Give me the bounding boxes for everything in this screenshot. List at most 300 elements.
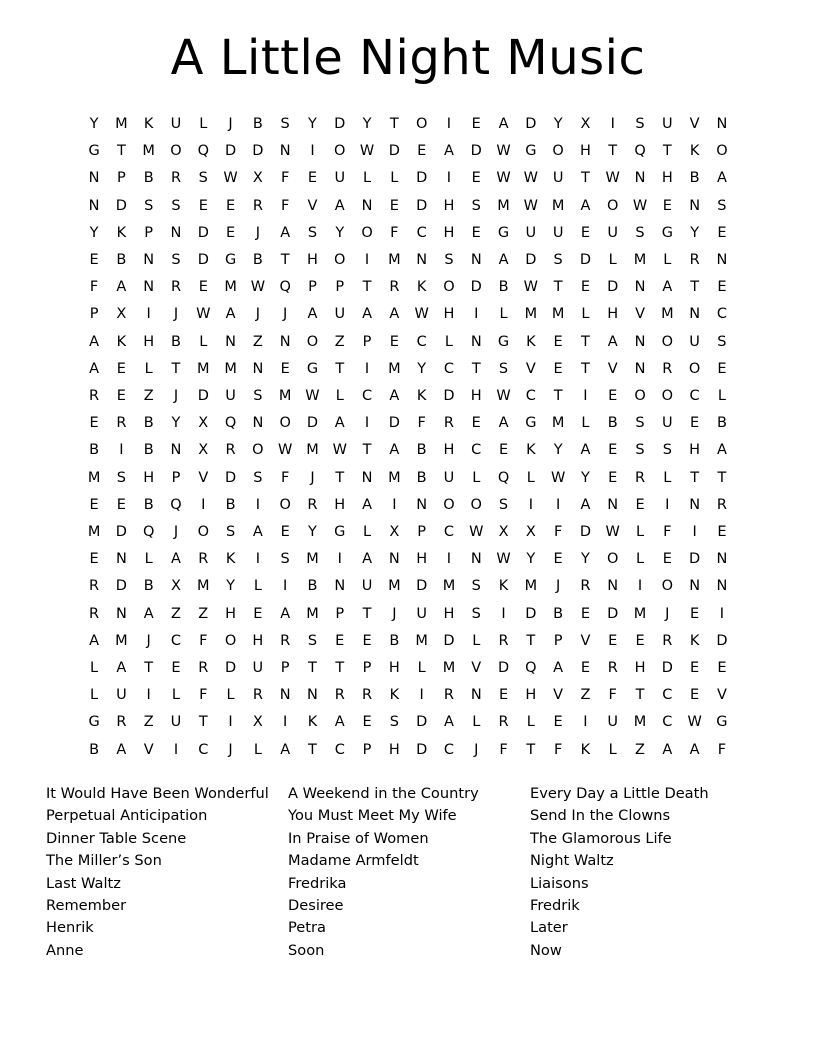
word-list-item[interactable]: The Glamorous Life xyxy=(530,829,672,847)
grid-cell[interactable]: H xyxy=(416,551,428,568)
word-list-item[interactable]: Night Waltz xyxy=(530,852,614,870)
grid-cell[interactable]: A xyxy=(580,442,591,459)
grid-cell[interactable]: I xyxy=(364,415,370,432)
grid-cell[interactable]: I xyxy=(146,687,151,704)
grid-cell[interactable]: P xyxy=(553,632,563,649)
grid-cell[interactable]: E xyxy=(389,333,399,350)
grid-cell[interactable]: D xyxy=(115,578,127,595)
grid-cell[interactable]: G xyxy=(88,143,100,160)
grid-cell[interactable]: P xyxy=(362,660,372,677)
grid-cell[interactable]: E xyxy=(553,551,563,568)
grid-cell[interactable]: A xyxy=(280,605,291,622)
grid-cell[interactable]: O xyxy=(170,143,182,160)
grid-cell[interactable]: L xyxy=(253,741,262,758)
grid-cell[interactable]: D xyxy=(497,660,510,677)
grid-cell[interactable]: U xyxy=(662,116,673,132)
grid-cell[interactable]: M xyxy=(442,660,456,677)
grid-cell[interactable]: U xyxy=(607,224,619,241)
grid-cell[interactable]: A xyxy=(607,333,618,350)
grid-cell[interactable]: R xyxy=(116,415,127,432)
grid-cell[interactable]: T xyxy=(280,252,290,269)
grid-cell[interactable]: I xyxy=(392,496,397,513)
grid-cell[interactable]: W xyxy=(632,197,648,214)
grid-cell[interactable]: O xyxy=(415,116,428,132)
grid-cell[interactable]: C xyxy=(170,632,182,649)
grid-cell[interactable]: N xyxy=(252,415,264,432)
word-list-item[interactable]: Soon xyxy=(288,941,325,959)
grid-cell[interactable]: I xyxy=(146,306,151,323)
grid-cell[interactable]: N xyxy=(716,551,728,568)
grid-cell[interactable]: H xyxy=(252,632,264,649)
grid-cell[interactable]: T xyxy=(389,116,399,132)
grid-cell[interactable]: I xyxy=(528,496,533,513)
grid-cell[interactable]: H xyxy=(661,170,673,187)
grid-cell[interactable]: A xyxy=(362,496,373,513)
grid-cell[interactable]: B xyxy=(307,578,318,595)
grid-cell[interactable]: X xyxy=(498,524,509,541)
grid-cell[interactable]: N xyxy=(225,333,236,350)
grid-cell[interactable]: M xyxy=(388,252,401,269)
grid-cell[interactable]: E xyxy=(116,360,126,377)
grid-cell[interactable]: D xyxy=(470,143,482,160)
grid-cell[interactable]: D xyxy=(579,524,592,541)
grid-cell[interactable]: M xyxy=(224,360,237,377)
grid-cell[interactable]: P xyxy=(89,306,99,323)
grid-cell[interactable]: K xyxy=(689,632,700,649)
grid-cell[interactable]: X xyxy=(116,306,127,323)
grid-cell[interactable]: A xyxy=(389,442,400,459)
grid-cell[interactable]: C xyxy=(198,741,209,758)
grid-cell[interactable]: L xyxy=(663,469,672,486)
grid-cell[interactable]: T xyxy=(608,143,618,160)
grid-cell[interactable]: A xyxy=(443,714,454,731)
grid-cell[interactable]: Y xyxy=(417,360,427,377)
grid-cell[interactable]: T xyxy=(308,741,317,758)
grid-cell[interactable]: I xyxy=(283,578,288,595)
grid-cell[interactable]: L xyxy=(226,687,235,704)
grid-cell[interactable]: K xyxy=(580,741,591,758)
grid-cell[interactable]: H xyxy=(143,469,155,486)
grid-cell[interactable]: A xyxy=(689,741,700,758)
grid-cell[interactable]: N xyxy=(634,279,646,296)
grid-cell[interactable]: T xyxy=(362,605,372,622)
grid-cell[interactable]: X xyxy=(525,524,536,541)
grid-cell[interactable]: G xyxy=(497,333,510,350)
grid-cell[interactable]: E xyxy=(580,279,591,296)
grid-cell[interactable]: D xyxy=(470,279,482,296)
grid-cell[interactable]: N xyxy=(361,469,373,486)
grid-cell[interactable]: H xyxy=(443,605,455,622)
grid-cell[interactable]: C xyxy=(662,714,673,731)
grid-cell[interactable]: E xyxy=(89,415,99,432)
grid-cell[interactable]: W xyxy=(605,524,620,541)
grid-cell[interactable]: D xyxy=(388,415,400,432)
grid-cell[interactable]: R xyxy=(334,687,345,704)
word-list-item[interactable]: Perpetual Anticipation xyxy=(46,807,208,825)
grid-cell[interactable]: H xyxy=(443,306,455,323)
grid-cell[interactable]: W xyxy=(496,551,511,568)
grid-cell[interactable]: U xyxy=(361,578,373,595)
grid-cell[interactable]: I xyxy=(119,442,124,459)
grid-cell[interactable]: R xyxy=(443,687,454,704)
grid-cell[interactable]: E xyxy=(580,660,591,677)
grid-cell[interactable]: V xyxy=(716,687,727,704)
grid-cell[interactable]: S xyxy=(717,197,727,214)
grid-cell[interactable]: O xyxy=(443,496,455,513)
grid-cell[interactable]: S xyxy=(280,551,290,568)
grid-cell[interactable]: K xyxy=(526,333,536,350)
grid-cell[interactable]: W xyxy=(496,170,511,187)
word-list-item[interactable]: The Miller’s Son xyxy=(46,852,162,870)
grid-cell[interactable]: D xyxy=(525,252,537,269)
grid-cell[interactable]: G xyxy=(525,143,537,160)
grid-cell[interactable]: P xyxy=(362,333,372,350)
grid-cell[interactable]: M xyxy=(224,279,237,296)
grid-cell[interactable]: S xyxy=(471,578,481,595)
grid-cell[interactable]: E xyxy=(608,632,618,649)
grid-cell[interactable]: N xyxy=(143,252,155,269)
grid-cell[interactable]: N xyxy=(416,252,428,269)
grid-cell[interactable]: Z xyxy=(635,741,645,758)
grid-cell[interactable]: I xyxy=(583,714,588,731)
grid-cell[interactable]: V xyxy=(471,660,482,677)
word-list-item[interactable]: Send In the Clowns xyxy=(530,807,671,825)
grid-cell[interactable]: N xyxy=(334,578,346,595)
grid-cell[interactable]: C xyxy=(525,388,536,405)
grid-cell[interactable]: R xyxy=(634,469,646,486)
grid-cell[interactable]: G xyxy=(716,714,728,731)
grid-cell[interactable]: G xyxy=(224,252,237,269)
grid-cell[interactable]: L xyxy=(417,660,426,677)
grid-cell[interactable]: M xyxy=(197,578,210,595)
grid-cell[interactable]: E xyxy=(690,687,700,704)
grid-cell[interactable]: Y xyxy=(526,551,536,568)
grid-cell[interactable]: V xyxy=(525,360,536,377)
grid-cell[interactable]: T xyxy=(690,469,700,486)
grid-cell[interactable]: E xyxy=(690,415,700,432)
grid-cell[interactable]: B xyxy=(498,279,509,296)
grid-cell[interactable]: N xyxy=(716,252,728,269)
grid-cell[interactable]: M xyxy=(278,388,292,405)
grid-cell[interactable]: T xyxy=(362,442,372,459)
grid-cell[interactable]: G xyxy=(661,224,673,241)
grid-cell[interactable]: R xyxy=(662,360,673,377)
grid-cell[interactable]: B xyxy=(116,252,127,269)
grid-cell[interactable]: L xyxy=(526,469,535,486)
grid-cell[interactable]: I xyxy=(446,170,452,187)
grid-cell[interactable]: T xyxy=(717,469,727,486)
grid-cell[interactable]: S xyxy=(662,442,672,459)
grid-cell[interactable]: A xyxy=(580,496,591,513)
grid-cell[interactable]: V xyxy=(689,116,700,132)
grid-cell[interactable]: Z xyxy=(580,687,591,704)
grid-cell[interactable]: D xyxy=(252,143,264,160)
grid-cell[interactable]: A xyxy=(553,660,564,677)
grid-cell[interactable]: U xyxy=(334,306,346,323)
grid-cell[interactable]: O xyxy=(607,197,619,214)
grid-cell[interactable]: V xyxy=(143,741,154,758)
grid-cell[interactable]: J xyxy=(228,741,233,758)
grid-cell[interactable]: M xyxy=(306,442,319,459)
grid-cell[interactable]: F xyxy=(553,524,563,541)
grid-cell[interactable]: L xyxy=(608,252,617,269)
grid-cell[interactable]: L xyxy=(253,578,262,595)
grid-cell[interactable]: A xyxy=(334,415,345,432)
grid-cell[interactable]: S xyxy=(498,496,509,513)
grid-cell[interactable]: F xyxy=(717,741,727,758)
grid-cell[interactable]: T xyxy=(662,143,672,160)
grid-cell[interactable]: U xyxy=(525,224,537,241)
grid-cell[interactable]: V xyxy=(607,360,618,377)
grid-cell[interactable]: Q xyxy=(279,279,291,296)
grid-cell[interactable]: N xyxy=(634,333,646,350)
grid-cell[interactable]: R xyxy=(389,279,400,296)
word-list-item[interactable]: Madame Armfeldt xyxy=(288,852,419,870)
grid-cell[interactable]: A xyxy=(252,524,263,541)
grid-cell[interactable]: H xyxy=(470,388,482,405)
grid-cell[interactable]: L xyxy=(363,524,372,541)
grid-cell[interactable]: O xyxy=(661,388,674,405)
grid-cell[interactable]: W xyxy=(469,524,484,541)
grid-cell[interactable]: O xyxy=(197,524,209,541)
grid-cell[interactable]: F xyxy=(280,197,290,214)
grid-cell[interactable]: A xyxy=(89,360,100,377)
grid-cell[interactable]: W xyxy=(332,442,347,459)
grid-cell[interactable]: Z xyxy=(252,333,263,350)
grid-cell[interactable]: R xyxy=(116,714,127,731)
grid-cell[interactable]: N xyxy=(470,252,482,269)
grid-cell[interactable]: E xyxy=(389,197,399,214)
grid-cell[interactable]: C xyxy=(716,306,727,323)
grid-cell[interactable]: X xyxy=(171,578,181,595)
grid-cell[interactable]: N xyxy=(416,496,428,513)
grid-cell[interactable]: Q xyxy=(634,143,646,160)
grid-cell[interactable]: B xyxy=(143,442,154,459)
grid-cell[interactable]: Y xyxy=(362,116,372,132)
grid-cell[interactable]: I xyxy=(692,524,697,541)
grid-cell[interactable]: E xyxy=(171,660,181,677)
grid-cell[interactable]: N xyxy=(716,116,728,132)
grid-cell[interactable]: D xyxy=(388,143,400,160)
grid-cell[interactable]: S xyxy=(253,469,263,486)
grid-cell[interactable]: O xyxy=(334,252,346,269)
grid-cell[interactable]: Q xyxy=(497,469,510,486)
grid-cell[interactable]: T xyxy=(526,632,536,649)
grid-cell[interactable]: N xyxy=(115,605,127,622)
grid-cell[interactable]: K xyxy=(498,578,509,595)
grid-cell[interactable]: C xyxy=(471,442,482,459)
grid-cell[interactable]: U xyxy=(416,605,427,622)
grid-cell[interactable]: R xyxy=(607,660,618,677)
grid-cell[interactable]: U xyxy=(225,388,236,405)
grid-cell[interactable]: A xyxy=(362,306,373,323)
word-list-item[interactable]: Every Day a Little Death xyxy=(530,784,709,802)
grid-cell[interactable]: I xyxy=(228,714,233,731)
grid-cell[interactable]: O xyxy=(661,578,674,595)
grid-cell[interactable]: L xyxy=(199,333,208,350)
grid-cell[interactable]: C xyxy=(416,224,427,241)
grid-cell[interactable]: D xyxy=(416,714,428,731)
grid-cell[interactable]: A xyxy=(334,197,345,214)
grid-cell[interactable]: B xyxy=(225,496,236,513)
grid-cell[interactable]: M xyxy=(87,469,101,486)
grid-cell[interactable]: A xyxy=(116,660,127,677)
grid-cell[interactable]: L xyxy=(90,660,99,677)
grid-cell[interactable]: S xyxy=(498,360,509,377)
grid-cell[interactable]: P xyxy=(417,524,427,541)
grid-cell[interactable]: K xyxy=(116,224,127,241)
grid-cell[interactable]: T xyxy=(471,360,481,377)
grid-cell[interactable]: E xyxy=(471,224,481,241)
grid-cell[interactable]: T xyxy=(335,360,345,377)
word-list-item[interactable]: Fredrika xyxy=(288,874,347,892)
grid-cell[interactable]: S xyxy=(171,252,181,269)
grid-cell[interactable]: L xyxy=(581,415,590,432)
grid-cell[interactable]: J xyxy=(255,306,260,323)
grid-cell[interactable]: O xyxy=(361,224,373,241)
grid-cell[interactable]: H xyxy=(689,442,701,459)
grid-cell[interactable]: S xyxy=(635,116,645,132)
grid-cell[interactable]: C xyxy=(443,741,454,758)
grid-cell[interactable]: K xyxy=(526,442,536,459)
grid-cell[interactable]: N xyxy=(716,578,728,595)
grid-cell[interactable]: D xyxy=(197,388,209,405)
grid-cell[interactable]: Z xyxy=(334,333,345,350)
grid-cell[interactable]: U xyxy=(116,687,127,704)
grid-cell[interactable]: E xyxy=(553,714,563,731)
grid-cell[interactable]: L xyxy=(90,687,99,704)
grid-cell[interactable]: I xyxy=(610,116,615,132)
grid-cell[interactable]: S xyxy=(553,252,563,269)
grid-cell[interactable]: E xyxy=(717,524,727,541)
grid-cell[interactable]: F xyxy=(199,687,208,704)
grid-cell[interactable]: O xyxy=(661,333,674,350)
grid-cell[interactable]: G xyxy=(334,524,346,541)
grid-cell[interactable]: S xyxy=(307,632,318,649)
grid-cell[interactable]: W xyxy=(277,442,293,459)
grid-cell[interactable]: K xyxy=(389,687,400,704)
grid-cell[interactable]: L xyxy=(335,388,344,405)
grid-cell[interactable]: F xyxy=(553,741,563,758)
grid-cell[interactable]: E xyxy=(307,170,318,187)
grid-cell[interactable]: T xyxy=(635,687,645,704)
grid-cell[interactable]: I xyxy=(419,687,424,704)
grid-cell[interactable]: L xyxy=(608,741,617,758)
grid-cell[interactable]: W xyxy=(359,143,375,160)
grid-cell[interactable]: Q xyxy=(170,496,182,513)
grid-cell[interactable]: W xyxy=(223,170,238,187)
grid-cell[interactable]: W xyxy=(196,306,211,323)
grid-cell[interactable]: V xyxy=(553,687,564,704)
grid-cell[interactable]: Q xyxy=(525,660,537,677)
grid-cell[interactable]: M xyxy=(633,252,647,269)
grid-cell[interactable]: B xyxy=(553,605,564,622)
grid-cell[interactable]: N xyxy=(388,551,400,568)
grid-cell[interactable]: X xyxy=(252,714,263,731)
grid-cell[interactable]: D xyxy=(443,388,455,405)
grid-cell[interactable]: L xyxy=(717,388,726,405)
grid-cell[interactable]: T xyxy=(335,660,345,677)
grid-cell[interactable]: X xyxy=(198,442,209,459)
grid-cell[interactable]: M xyxy=(524,578,538,595)
grid-cell[interactable]: U xyxy=(443,469,455,486)
grid-cell[interactable]: L xyxy=(390,170,399,187)
grid-cell[interactable]: Y xyxy=(89,224,99,241)
word-list-item[interactable]: Dinner Table Scene xyxy=(46,829,187,847)
grid-cell[interactable]: H xyxy=(143,333,155,350)
grid-cell[interactable]: T xyxy=(116,143,126,160)
grid-cell[interactable]: E xyxy=(498,442,509,459)
grid-cell[interactable]: U xyxy=(170,714,182,731)
grid-cell[interactable]: M xyxy=(142,143,155,160)
grid-cell[interactable]: Q xyxy=(142,524,155,541)
grid-cell[interactable]: E xyxy=(580,605,591,622)
grid-cell[interactable]: S xyxy=(307,224,318,241)
grid-cell[interactable]: H xyxy=(607,306,619,323)
grid-cell[interactable]: K xyxy=(225,551,236,568)
grid-cell[interactable]: Y xyxy=(89,116,99,132)
grid-cell[interactable]: W xyxy=(496,388,511,405)
grid-cell[interactable]: F xyxy=(280,170,290,187)
grid-cell[interactable]: D xyxy=(416,578,428,595)
grid-cell[interactable]: A xyxy=(662,741,673,758)
grid-cell[interactable]: E xyxy=(225,224,236,241)
grid-cell[interactable]: W xyxy=(523,279,538,296)
grid-cell[interactable]: Z xyxy=(143,388,154,405)
grid-cell[interactable]: D xyxy=(525,116,537,132)
grid-cell[interactable]: T xyxy=(198,714,208,731)
grid-cell[interactable]: V xyxy=(198,469,209,486)
grid-cell[interactable]: B xyxy=(89,741,100,758)
grid-cell[interactable]: S xyxy=(225,524,236,541)
grid-cell[interactable]: L xyxy=(144,551,153,568)
word-list-item[interactable]: In Praise of Women xyxy=(288,829,429,847)
grid-cell[interactable]: O xyxy=(470,496,482,513)
grid-cell[interactable]: T xyxy=(308,660,317,677)
grid-cell[interactable]: D xyxy=(416,170,428,187)
grid-cell[interactable]: I xyxy=(283,714,288,731)
grid-cell[interactable]: D xyxy=(416,741,428,758)
grid-cell[interactable]: E xyxy=(717,224,727,241)
grid-cell[interactable]: N xyxy=(279,687,291,704)
grid-cell[interactable]: A xyxy=(443,143,454,160)
grid-cell[interactable]: I xyxy=(719,605,725,622)
grid-cell[interactable]: Q xyxy=(224,415,237,432)
grid-cell[interactable]: O xyxy=(279,415,291,432)
grid-cell[interactable]: E xyxy=(280,524,290,541)
grid-cell[interactable]: D xyxy=(443,632,455,649)
grid-cell[interactable]: D xyxy=(661,660,673,677)
grid-cell[interactable]: I xyxy=(173,741,179,758)
word-list-item[interactable]: You Must Meet My Wife xyxy=(288,807,457,825)
grid-cell[interactable]: F xyxy=(608,687,617,704)
grid-cell[interactable]: D xyxy=(689,551,701,568)
grid-cell[interactable]: U xyxy=(334,170,346,187)
grid-cell[interactable]: M xyxy=(197,360,210,377)
grid-cell[interactable]: K xyxy=(307,714,318,731)
grid-cell[interactable]: D xyxy=(334,116,346,132)
word-list-item[interactable]: Remember xyxy=(46,896,127,914)
grid-cell[interactable]: J xyxy=(555,578,561,595)
grid-cell[interactable]: F xyxy=(199,632,208,649)
grid-cell[interactable]: S xyxy=(144,197,154,214)
grid-cell[interactable]: N xyxy=(88,197,100,214)
grid-cell[interactable]: B xyxy=(252,252,263,269)
grid-cell[interactable]: M xyxy=(633,605,647,622)
grid-cell[interactable]: C xyxy=(361,388,373,405)
grid-cell[interactable]: M xyxy=(388,360,401,377)
grid-cell[interactable]: G xyxy=(88,714,100,731)
